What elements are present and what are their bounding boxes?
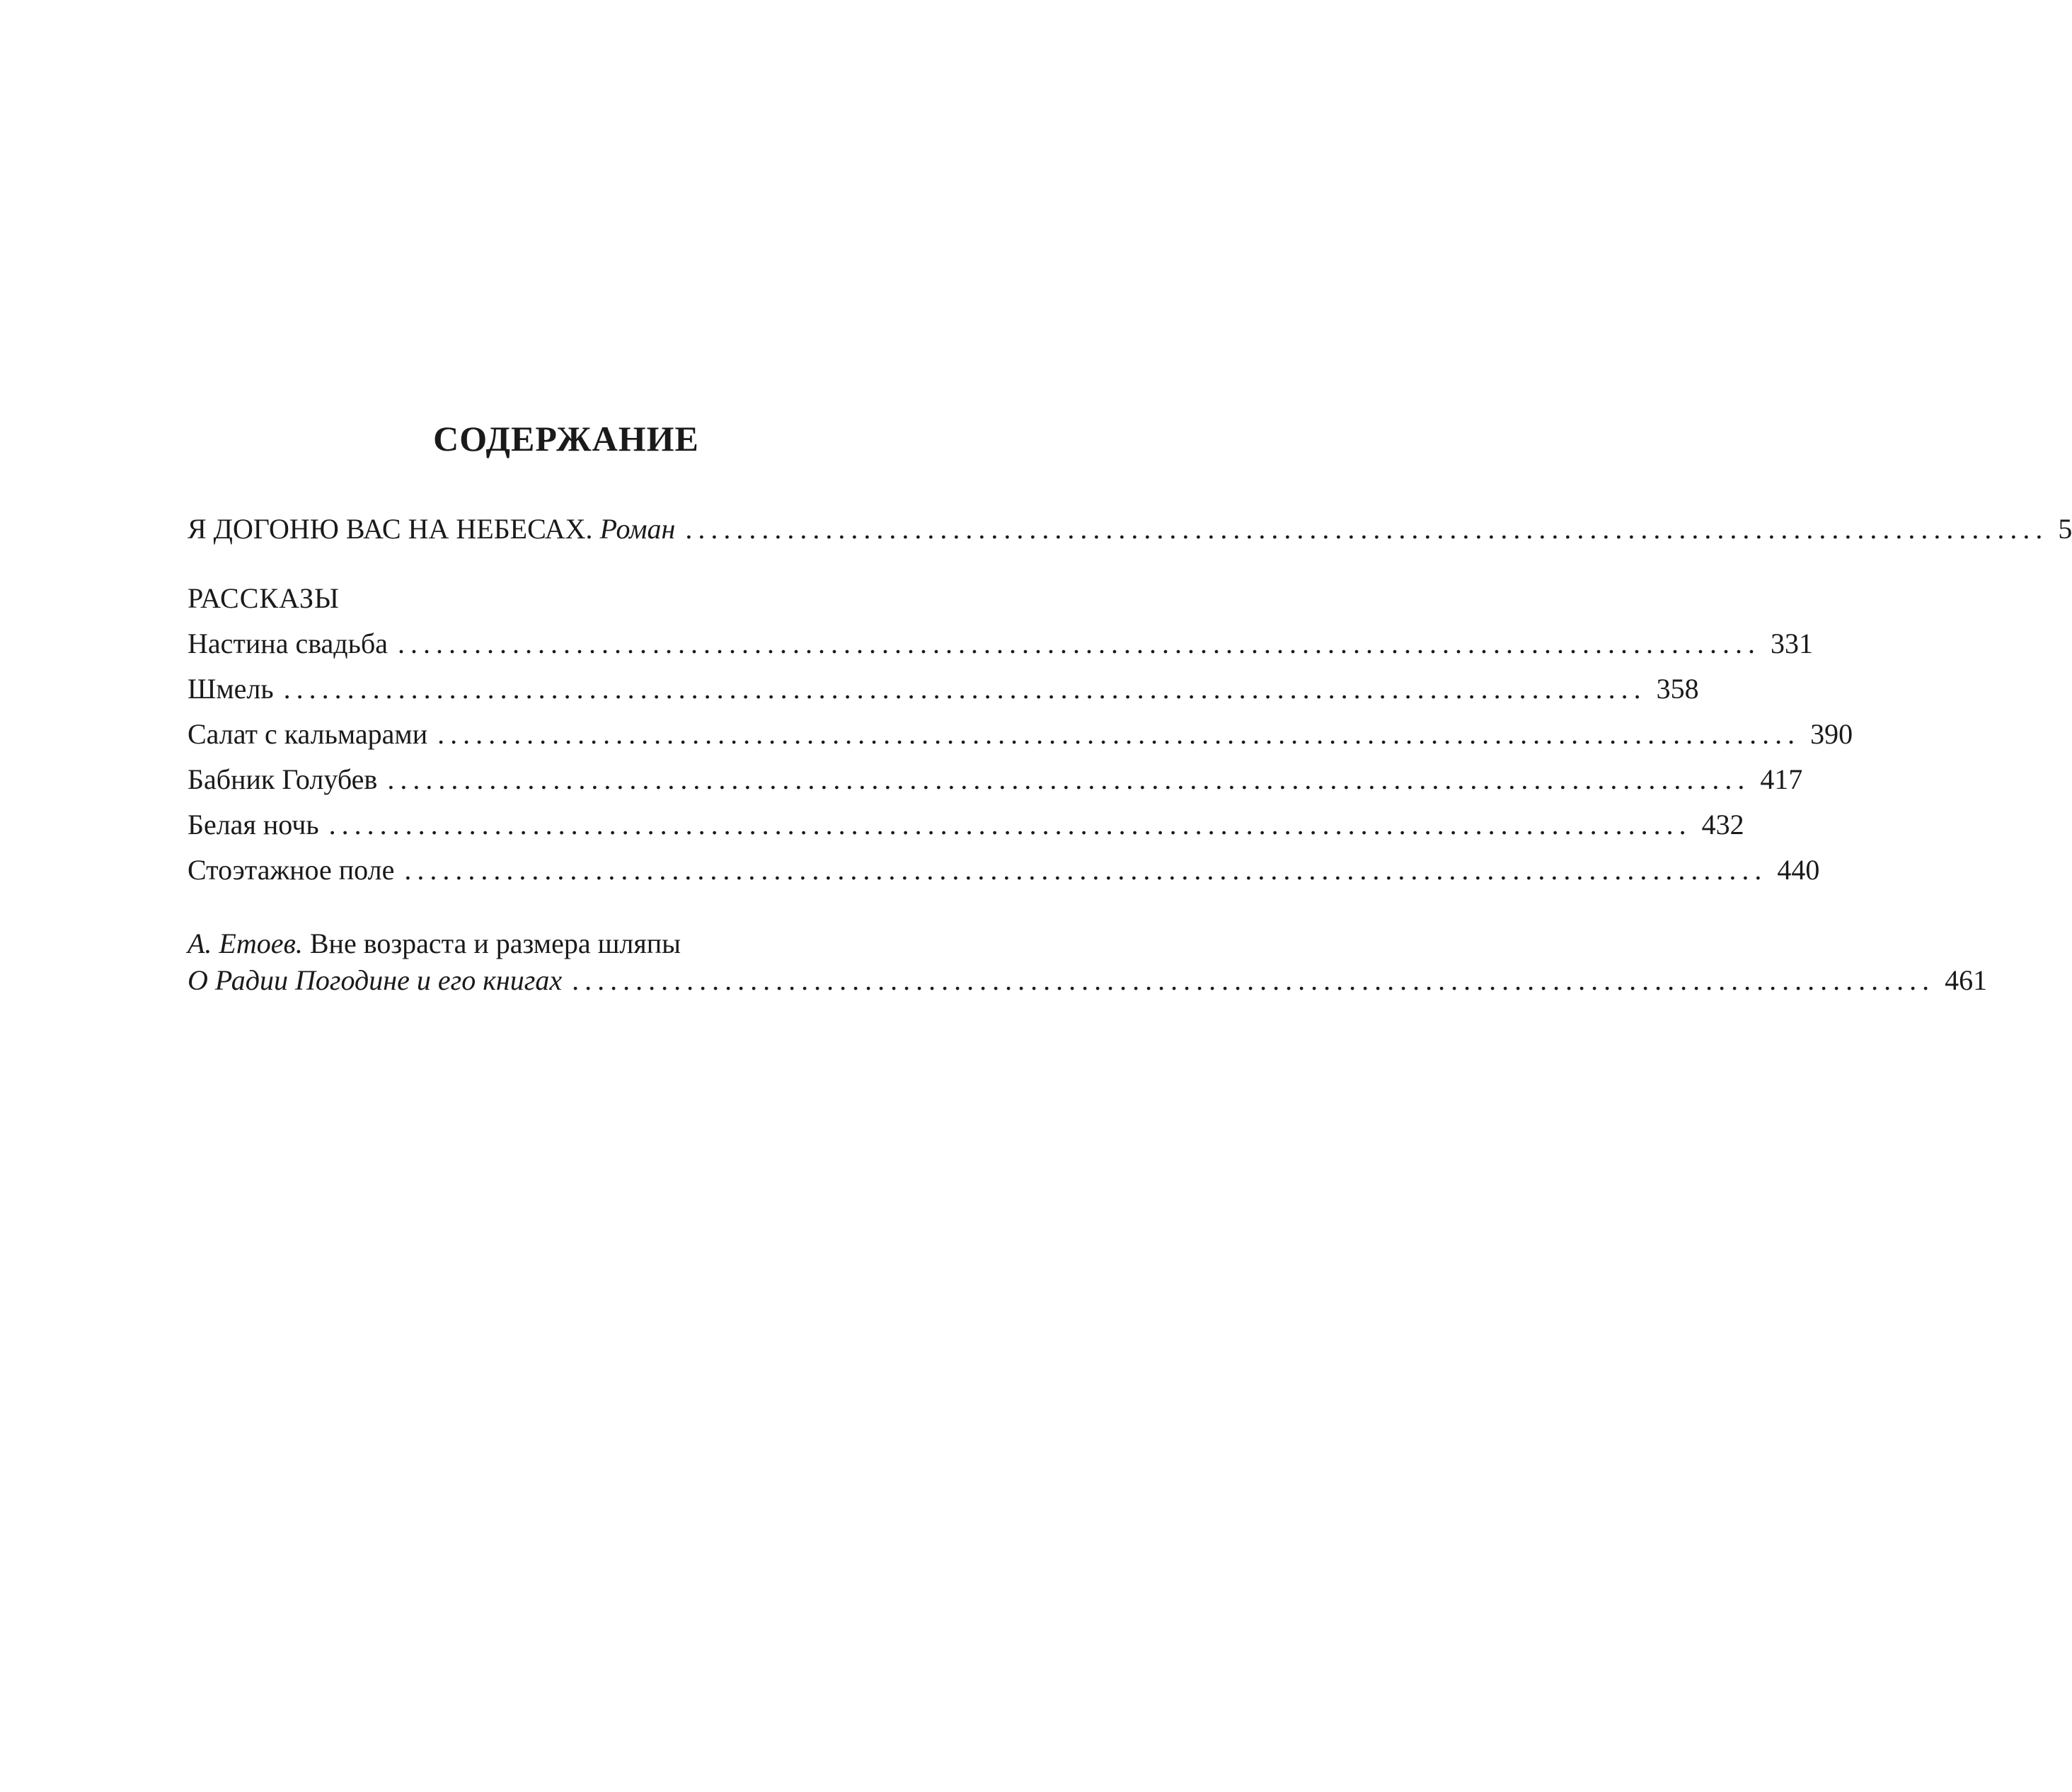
toc-entry-title: Стоэтажное поле xyxy=(188,854,395,886)
toc-entry-title: Бабник Голубев xyxy=(188,763,378,795)
section-heading: РАССКАЗЫ xyxy=(188,582,340,614)
toc-page-number: 5 xyxy=(2058,513,2072,545)
toc-entry-title: Белая ночь xyxy=(188,809,319,840)
toc-entry-afterword[interactable] xyxy=(188,961,1988,1000)
dot-leader: ........................................................................................................... xyxy=(685,513,2049,545)
afterword-author: А. Етоев. xyxy=(188,927,303,959)
toc-entry-title: Я ДОГОНЮ ВАС НА НЕБЕСАХ. xyxy=(188,513,593,545)
dot-leader: ........................................................................................................... xyxy=(328,809,1692,840)
toc-entry-title: Салат с кальмарами xyxy=(188,718,428,750)
dot-leader: ........................................................................................................... xyxy=(572,964,1935,996)
toc-entry[interactable] xyxy=(188,715,1853,754)
toc-entry[interactable] xyxy=(188,624,1814,664)
toc-page-number: 358 xyxy=(1656,673,1699,705)
afterword-line-1 xyxy=(188,924,681,964)
afterword-title: Вне возраста и размера шляпы xyxy=(309,927,681,959)
toc-entry[interactable] xyxy=(188,805,1744,845)
toc-entry-genre: Роман xyxy=(599,513,676,545)
toc-page-number: 440 xyxy=(1777,854,1820,886)
toc-entry[interactable] xyxy=(188,669,1699,709)
page-title: СОДЕРЖАНИЕ xyxy=(433,419,699,458)
toc-page-number: 331 xyxy=(1771,628,1814,659)
toc-page-number: 390 xyxy=(1810,718,1853,750)
dot-leader: ........................................................................................................... xyxy=(387,763,1751,795)
toc-entry-title: Настина свадьба xyxy=(188,628,388,659)
toc-entry[interactable] xyxy=(188,760,1803,799)
toc-page-number: 461 xyxy=(1945,964,1988,996)
toc-page-number: 417 xyxy=(1760,763,1803,795)
dot-leader: ........................................................................................................... xyxy=(398,628,1761,659)
toc-entry-label xyxy=(188,509,675,549)
dot-leader: ........................................................................................................... xyxy=(404,854,1768,886)
toc-entry-main[interactable] xyxy=(188,509,2072,549)
toc-entry[interactable] xyxy=(188,850,1820,890)
dot-leader: ........................................................................................................... xyxy=(283,673,1647,705)
afterword-subtitle: О Радии Погодине и его книгах xyxy=(188,964,563,996)
toc-page-number: 432 xyxy=(1701,809,1744,840)
toc-entry-title: Шмель xyxy=(188,673,274,705)
dot-leader: ........................................................................................................... xyxy=(437,718,1801,750)
